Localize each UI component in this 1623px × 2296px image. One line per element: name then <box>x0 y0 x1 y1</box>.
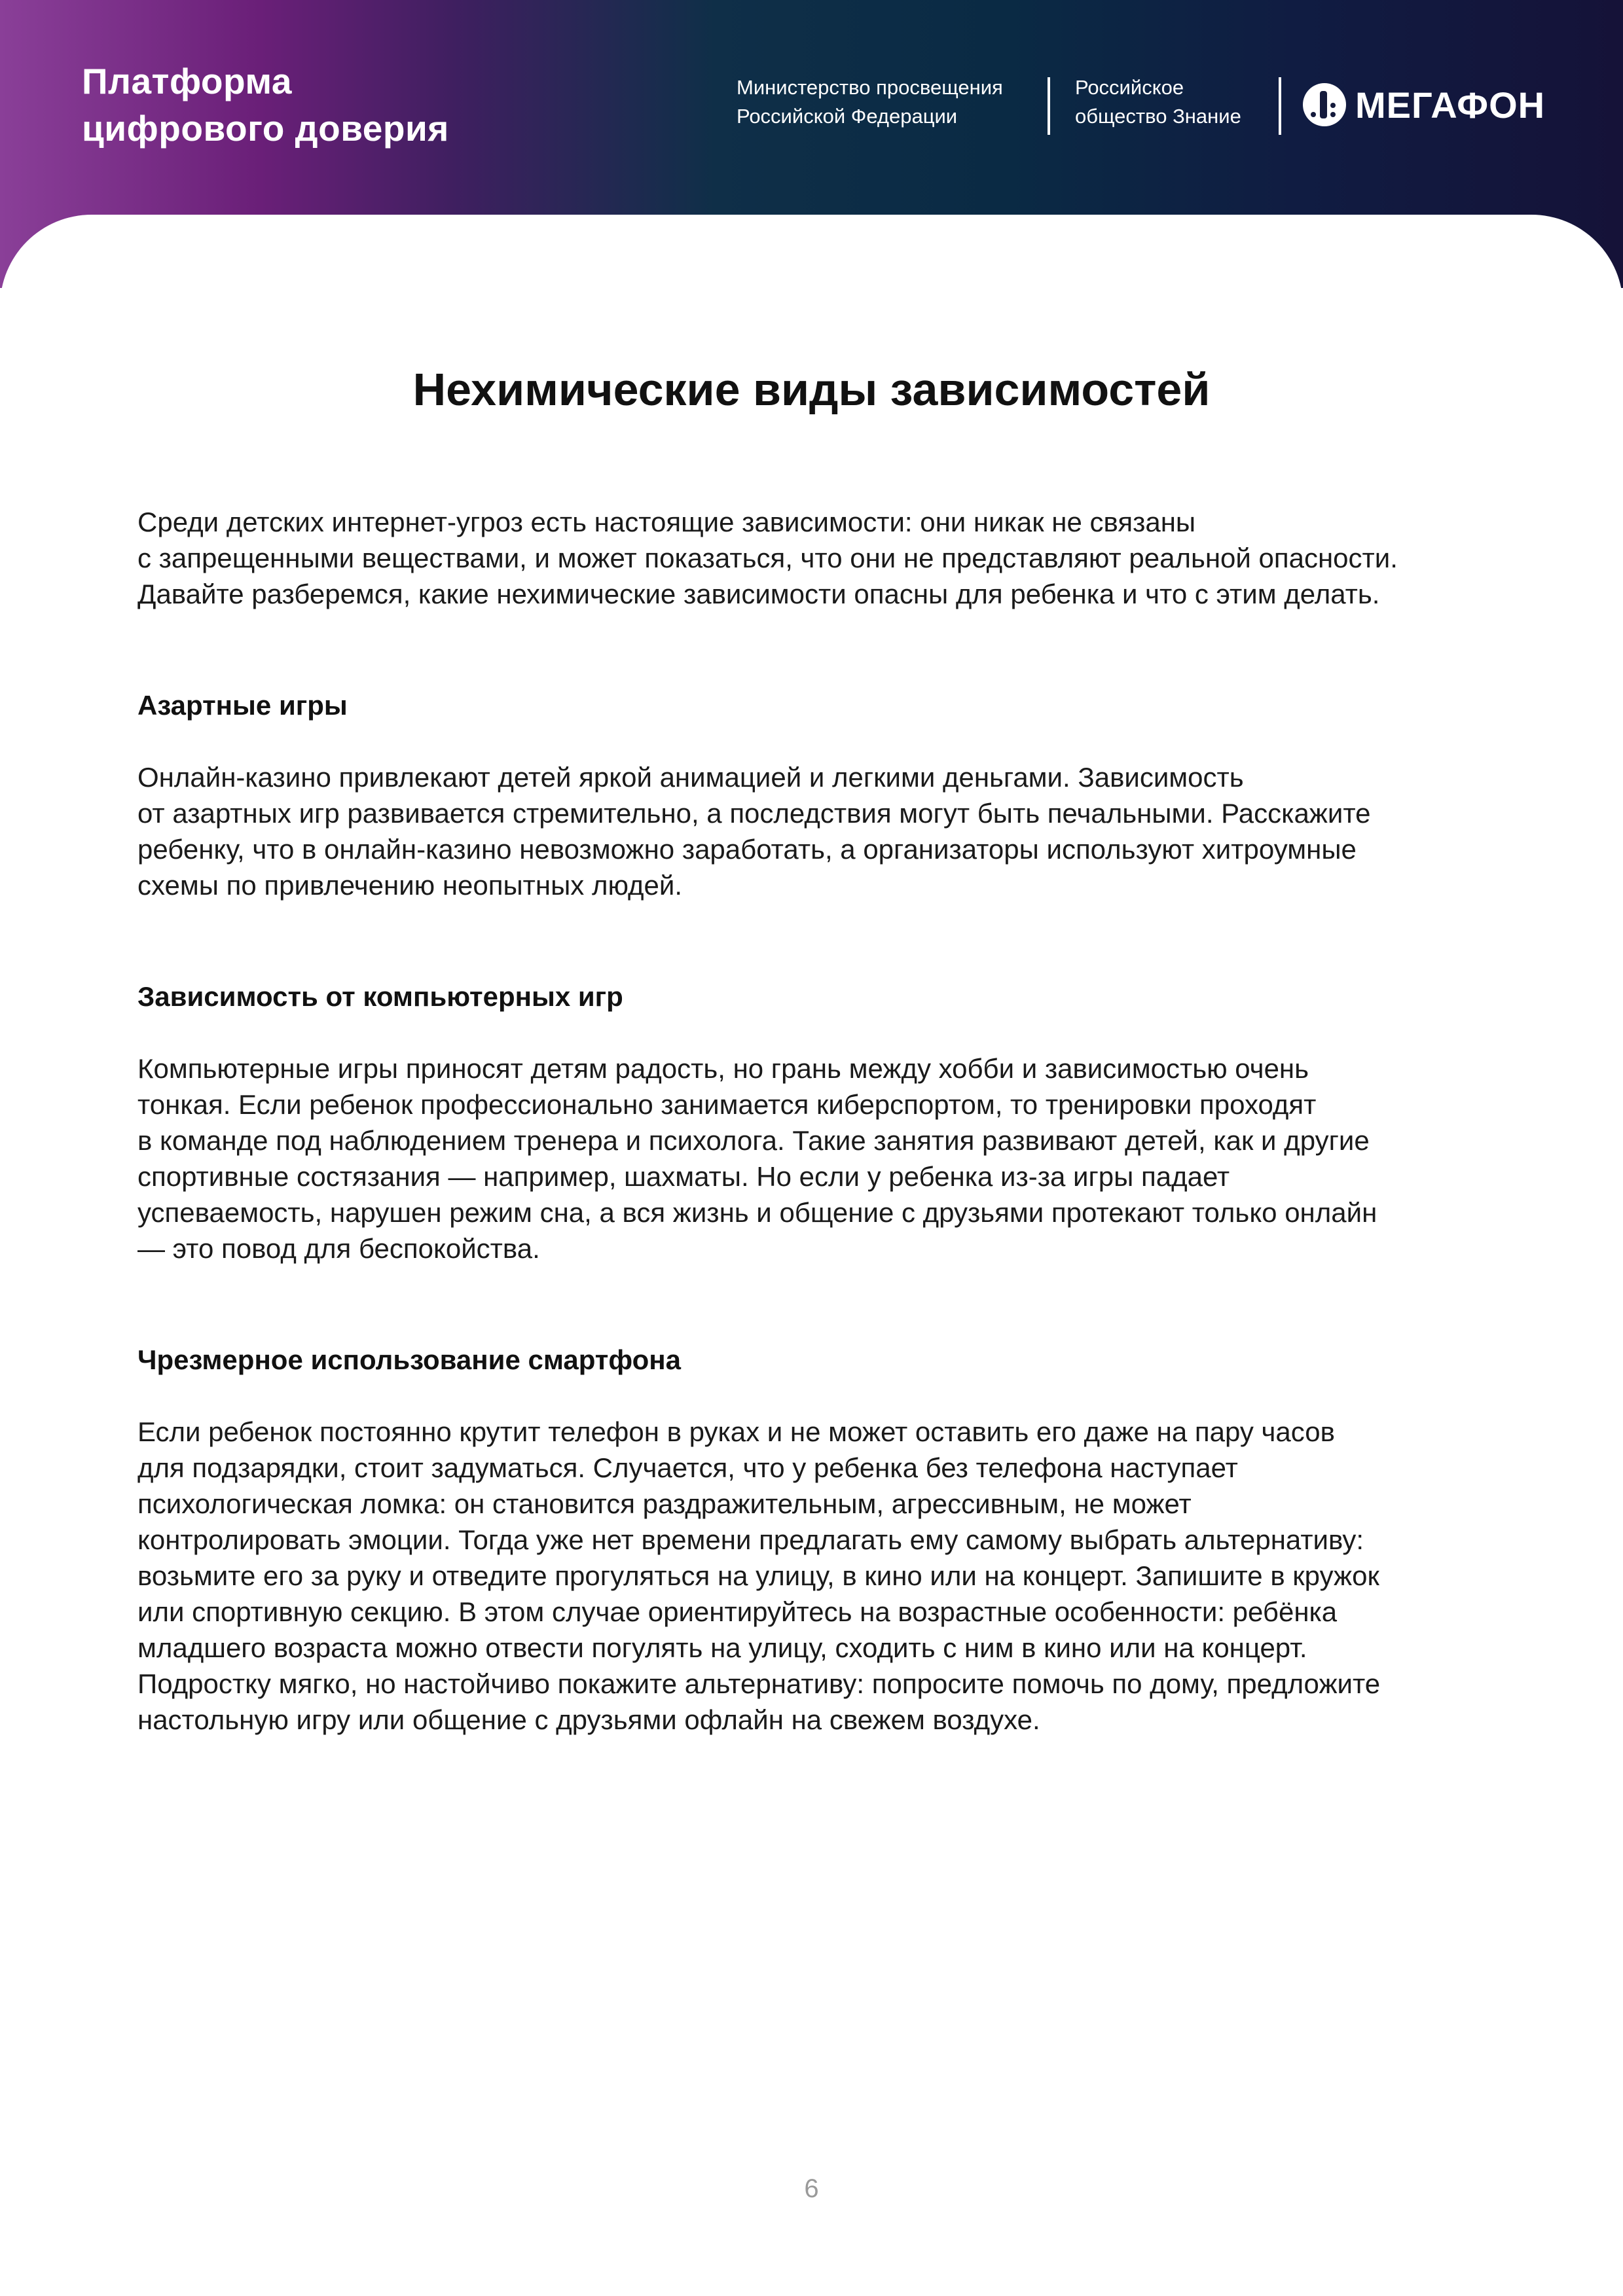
section-heading-computer-games: Зависимость от компьютерных игр <box>137 981 623 1012</box>
text-line: Подростку мягко, но настойчиво покажите альтернативу: попросите помочь по дому, предложите <box>137 1668 1381 1699</box>
platform-title-line-2: цифрового доверия <box>82 108 449 149</box>
section-paragraph-computer-games <box>137 1050 1499 1266</box>
znanie-label <box>1075 73 1241 131</box>
text-line: — это повод для беспокойства. <box>137 1233 540 1264</box>
page-number: 6 <box>804 2174 819 2203</box>
text-line: младшего возраста можно отвести погулять на улицу, сходить с ним в кино или на концерт. <box>137 1632 1307 1663</box>
header-divider <box>1048 77 1050 135</box>
ministry-label <box>737 73 1003 131</box>
ministry-label-line-2: Российской Федерации <box>737 105 958 128</box>
text-line: Компьютерные игры приносят детям радость, но грань между хобби и зависимостью очень <box>137 1053 1309 1084</box>
text-line: в команде под наблюдением тренера и психолога. Такие занятия развивают детей, как и другие <box>137 1125 1370 1156</box>
text-line: с запрещенными веществами, и может показаться, что они не представляют реальной опасности. <box>137 543 1398 573</box>
header-divider <box>1279 77 1281 135</box>
text-line: Среди детских интернет-угроз есть настоящие зависимости: они никак не связаны <box>137 507 1196 537</box>
section-heading-gambling: Азартные игры <box>137 690 348 721</box>
text-line: от азартных игр развивается стремительно, а последствия могут быть печальными. Расскажите <box>137 798 1371 829</box>
platform-title <box>82 58 449 152</box>
section-heading-smartphone: Чрезмерное использование смартфона <box>137 1344 681 1375</box>
platform-title-line-1: Платформа <box>82 61 292 101</box>
document-body <box>137 504 1499 1738</box>
znanie-label-line-1: Российское <box>1075 76 1184 99</box>
text-line: тонкая. Если ребенок профессионально занимается киберспортом, то тренировки проходят <box>137 1089 1317 1120</box>
text-line: психологическая ломка: он становится раздражительным, агрессивным, не может <box>137 1488 1192 1519</box>
document-title: Нехимические виды зависимостей <box>412 364 1211 415</box>
text-line: ребенку, что в онлайн-казино невозможно заработать, а организаторы используют хитроумные <box>137 834 1357 865</box>
ministry-label-line-1: Министерство просвещения <box>737 76 1003 99</box>
text-line: настольную игру или общение с друзьями офлайн на свежем воздухе. <box>137 1704 1040 1735</box>
text-line: контролировать эмоции. Тогда уже нет времени предлагать ему самому выбрать альтернативу: <box>137 1524 1364 1555</box>
text-line: успеваемость, нарушен режим сна, а вся жизнь и общение с друзьями протекают только онлайн <box>137 1197 1377 1228</box>
megafon-logo <box>1303 80 1545 130</box>
text-line: Онлайн-казино привлекают детей яркой анимацией и легкими деньгами. Зависимость <box>137 762 1244 793</box>
text-line: спортивные состязания — например, шахматы. Но если у ребенка из-за игры падает <box>137 1161 1230 1192</box>
text-line: для подзарядки, стоит задуматься. Случается, что у ребенка без телефона наступает <box>137 1452 1238 1483</box>
megafon-logo-text: МЕГАФОН <box>1355 84 1546 126</box>
znanie-label-line-2: общество Знание <box>1075 105 1241 128</box>
intro-paragraph <box>137 504 1499 612</box>
megafon-logo-icon <box>1303 83 1346 126</box>
text-line: схемы по привлечению неопытных людей. <box>137 870 683 901</box>
section-paragraph-gambling <box>137 759 1499 903</box>
text-line: или спортивную секцию. В этом случае ориентируйтесь на возрастные особенности: ребёнка <box>137 1596 1338 1627</box>
section-paragraph-smartphone <box>137 1414 1499 1738</box>
text-line: возьмите его за руку и отведите прогуляться на улицу, в кино или на концерт. Запишите в кружок <box>137 1560 1379 1591</box>
text-line: Если ребенок постоянно крутит телефон в руках и не может оставить его даже на пару часов <box>137 1416 1335 1447</box>
text-line: Давайте разберемся, какие нехимические зависимости опасны для ребенка и что с этим делать. <box>137 579 1380 609</box>
